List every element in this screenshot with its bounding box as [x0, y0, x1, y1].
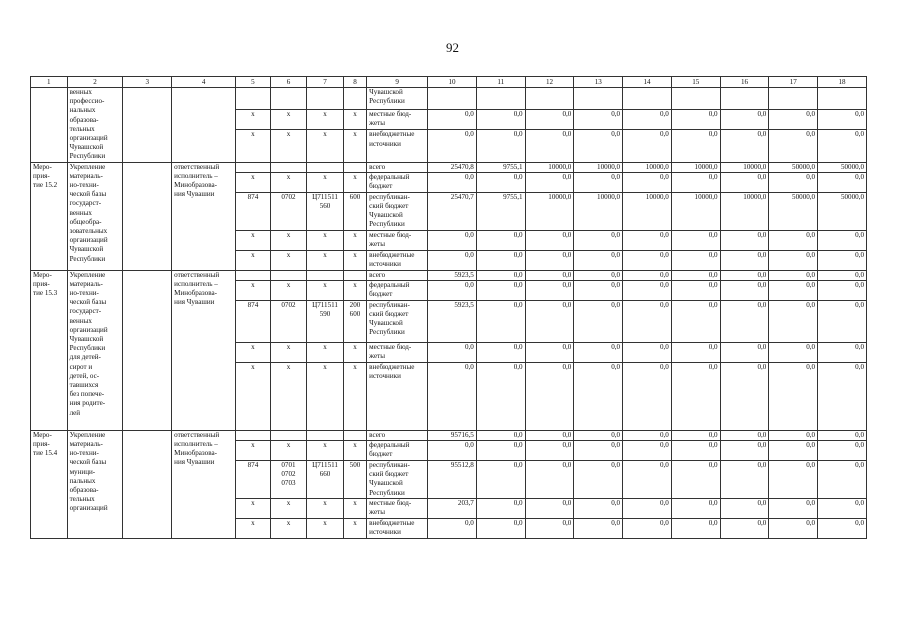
- target-article-cell: x: [307, 342, 344, 362]
- target-article-cell: [307, 88, 344, 110]
- amount-cell: 0,0: [476, 270, 525, 280]
- section-code-cell: x: [270, 172, 307, 192]
- amount-cell: 0,0: [525, 230, 574, 250]
- grbs-cell: x: [236, 250, 271, 270]
- amount-cell: 0,0: [476, 362, 525, 430]
- amount-cell: 0,0: [428, 518, 477, 538]
- amount-cell: 0,0: [623, 461, 672, 499]
- amount-cell: 9755,1: [476, 162, 525, 172]
- status-cell: [123, 162, 172, 270]
- expense-type-cell: x: [343, 110, 366, 130]
- amount-cell: 0,0: [671, 362, 720, 430]
- grbs-cell: x: [236, 280, 271, 300]
- amount-cell: 0,0: [574, 498, 623, 518]
- amount-cell: 0,0: [671, 518, 720, 538]
- amount-cell: 0,0: [671, 230, 720, 250]
- table-row: [31, 270, 867, 280]
- amount-cell: 0,0: [818, 280, 867, 300]
- amount-cell: 0,0: [720, 441, 769, 461]
- amount-cell: 0,0: [720, 518, 769, 538]
- amount-cell: 0,0: [818, 461, 867, 499]
- source-cell: всего: [367, 430, 428, 440]
- amount-cell: [818, 88, 867, 110]
- amount-cell: 10000,0: [525, 162, 574, 172]
- amount-cell: 0,0: [476, 110, 525, 130]
- amount-cell: 0,0: [476, 300, 525, 342]
- amount-cell: 0,0: [769, 230, 818, 250]
- target-article-cell: x: [307, 518, 344, 538]
- column-header: 10: [428, 77, 477, 88]
- section-code-cell: x: [270, 280, 307, 300]
- grbs-cell: x: [236, 362, 271, 430]
- grbs-cell: x: [236, 230, 271, 250]
- source-cell: республикан- ский бюджет Чувашской Республики: [367, 300, 428, 342]
- amount-cell: 25470,8: [428, 162, 477, 172]
- grbs-cell: [236, 270, 271, 280]
- amount-cell: 0,0: [769, 270, 818, 280]
- amount-cell: 0,0: [525, 110, 574, 130]
- amount-cell: 0,0: [623, 518, 672, 538]
- amount-cell: 0,0: [574, 270, 623, 280]
- amount-cell: 0,0: [476, 441, 525, 461]
- target-article-cell: [307, 430, 344, 440]
- expense-type-cell: [343, 430, 366, 440]
- source-cell: республикан- ский бюджет Чувашской Республики: [367, 461, 428, 499]
- grbs-cell: x: [236, 110, 271, 130]
- column-header: 13: [574, 77, 623, 88]
- responsible-cell: ответственный исполнитель – Минобразова- ния Чувашии: [172, 162, 236, 270]
- source-cell: федеральный бюджет: [367, 172, 428, 192]
- target-article-cell: x: [307, 280, 344, 300]
- amount-cell: 0,0: [720, 270, 769, 280]
- amount-cell: 0,0: [476, 518, 525, 538]
- column-header: 15: [671, 77, 720, 88]
- amount-cell: 0,0: [720, 172, 769, 192]
- target-article-cell: Ц711511 660: [307, 461, 344, 499]
- amount-cell: 0,0: [623, 270, 672, 280]
- event-name-cell: Укрепление материаль- но-техни- ческой базы муници- пальных образова- тельных организаций: [67, 430, 123, 538]
- expense-type-cell: [343, 270, 366, 280]
- amount-cell: [671, 88, 720, 110]
- amount-cell: 0,0: [428, 342, 477, 362]
- expense-type-cell: 600: [343, 192, 366, 230]
- column-header: 18: [818, 77, 867, 88]
- amount-cell: 0,0: [769, 280, 818, 300]
- amount-cell: 0,0: [525, 342, 574, 362]
- source-cell: федеральный бюджет: [367, 280, 428, 300]
- amount-cell: 0,0: [525, 461, 574, 499]
- event-number-cell: [31, 88, 68, 163]
- section-code-cell: 0701 0702 0703: [270, 461, 307, 499]
- responsible-cell: ответственный исполнитель – Минобразова- ния Чувашии: [172, 430, 236, 538]
- section-code-cell: 0702: [270, 192, 307, 230]
- amount-cell: 0,0: [428, 441, 477, 461]
- amount-cell: 0,0: [476, 461, 525, 499]
- amount-cell: 0,0: [720, 280, 769, 300]
- amount-cell: 0,0: [623, 362, 672, 430]
- expense-type-cell: x: [343, 342, 366, 362]
- amount-cell: 10000,0: [671, 162, 720, 172]
- responsible-cell: [172, 88, 236, 163]
- status-cell: [123, 88, 172, 163]
- amount-cell: 0,0: [818, 342, 867, 362]
- amount-cell: 0,0: [428, 362, 477, 430]
- expense-type-cell: [343, 162, 366, 172]
- amount-cell: 0,0: [818, 518, 867, 538]
- amount-cell: 0,0: [818, 130, 867, 162]
- column-header: 3: [123, 77, 172, 88]
- amount-cell: 0,0: [671, 342, 720, 362]
- section-code-cell: x: [270, 441, 307, 461]
- expense-type-cell: x: [343, 280, 366, 300]
- amount-cell: 0,0: [525, 270, 574, 280]
- expense-type-cell: x: [343, 362, 366, 430]
- section-code-cell: x: [270, 362, 307, 430]
- amount-cell: [574, 88, 623, 110]
- grbs-cell: x: [236, 172, 271, 192]
- expense-type-cell: x: [343, 250, 366, 270]
- amount-cell: 0,0: [525, 362, 574, 430]
- amount-cell: 0,0: [818, 110, 867, 130]
- amount-cell: 0,0: [476, 430, 525, 440]
- source-cell: Чувашской Республики: [367, 88, 428, 110]
- amount-cell: 0,0: [428, 230, 477, 250]
- amount-cell: 0,0: [428, 250, 477, 270]
- column-header: 11: [476, 77, 525, 88]
- column-header: 12: [525, 77, 574, 88]
- event-number-cell: Меро- прия- тие 15.2: [31, 162, 68, 270]
- amount-cell: 5923,5: [428, 300, 477, 342]
- amount-cell: 0,0: [476, 342, 525, 362]
- amount-cell: 0,0: [574, 461, 623, 499]
- event-name-cell: Укрепление материаль- но-техни- ческой базы государст- венных общеобра- зовательных организаций Чувашской Республики: [67, 162, 123, 270]
- target-article-cell: x: [307, 172, 344, 192]
- amount-cell: 0,0: [818, 441, 867, 461]
- amount-cell: 0,0: [623, 300, 672, 342]
- amount-cell: 0,0: [623, 280, 672, 300]
- expense-type-cell: x: [343, 172, 366, 192]
- source-cell: внебюджетные источники: [367, 362, 428, 430]
- amount-cell: [525, 88, 574, 110]
- section-code-cell: x: [270, 518, 307, 538]
- amount-cell: 0,0: [525, 498, 574, 518]
- target-article-cell: Ц711511 560: [307, 192, 344, 230]
- expense-type-cell: x: [343, 130, 366, 162]
- source-cell: местные бюд- жеты: [367, 110, 428, 130]
- grbs-cell: 874: [236, 192, 271, 230]
- amount-cell: 0,0: [720, 498, 769, 518]
- amount-cell: 0,0: [671, 441, 720, 461]
- amount-cell: 0,0: [769, 110, 818, 130]
- amount-cell: 0,0: [574, 362, 623, 430]
- amount-cell: 0,0: [769, 172, 818, 192]
- column-header: 7: [307, 77, 344, 88]
- amount-cell: 10000,0: [574, 192, 623, 230]
- amount-cell: 0,0: [623, 250, 672, 270]
- amount-cell: 0,0: [574, 441, 623, 461]
- amount-cell: 0,0: [574, 172, 623, 192]
- column-header: 14: [623, 77, 672, 88]
- amount-cell: 0,0: [720, 110, 769, 130]
- amount-cell: 0,0: [720, 250, 769, 270]
- amount-cell: 0,0: [574, 230, 623, 250]
- column-header: 16: [720, 77, 769, 88]
- column-header: 8: [343, 77, 366, 88]
- amount-cell: [476, 88, 525, 110]
- page-number: 92: [446, 40, 459, 55]
- amount-cell: 95512,8: [428, 461, 477, 499]
- amount-cell: 0,0: [818, 270, 867, 280]
- amount-cell: 0,0: [476, 498, 525, 518]
- amount-cell: 0,0: [769, 342, 818, 362]
- column-header: 1: [31, 77, 68, 88]
- amount-cell: 0,0: [525, 300, 574, 342]
- table-row: [31, 162, 867, 172]
- target-article-cell: x: [307, 110, 344, 130]
- grbs-cell: 874: [236, 461, 271, 499]
- amount-cell: 0,0: [671, 461, 720, 499]
- amount-cell: 0,0: [720, 362, 769, 430]
- amount-cell: 0,0: [769, 130, 818, 162]
- amount-cell: 0,0: [574, 110, 623, 130]
- expense-type-cell: x: [343, 230, 366, 250]
- section-code-cell: [270, 430, 307, 440]
- source-cell: местные бюд- жеты: [367, 498, 428, 518]
- target-article-cell: x: [307, 230, 344, 250]
- table-row: [31, 88, 867, 110]
- amount-cell: 0,0: [818, 230, 867, 250]
- target-article-cell: x: [307, 362, 344, 430]
- amount-cell: 0,0: [476, 280, 525, 300]
- amount-cell: 0,0: [623, 172, 672, 192]
- expense-type-cell: 500: [343, 461, 366, 499]
- source-cell: местные бюд- жеты: [367, 230, 428, 250]
- column-header: 4: [172, 77, 236, 88]
- amount-cell: 0,0: [476, 130, 525, 162]
- amount-cell: 0,0: [671, 498, 720, 518]
- amount-cell: 0,0: [623, 342, 672, 362]
- amount-cell: 5923,5: [428, 270, 477, 280]
- amount-cell: 0,0: [769, 461, 818, 499]
- amount-cell: 10000,0: [623, 192, 672, 230]
- amount-cell: 50000,0: [818, 192, 867, 230]
- target-article-cell: [307, 270, 344, 280]
- budget-table: [30, 76, 867, 539]
- amount-cell: 0,0: [525, 250, 574, 270]
- target-article-cell: x: [307, 250, 344, 270]
- section-code-cell: [270, 162, 307, 172]
- amount-cell: 10000,0: [525, 192, 574, 230]
- amount-cell: 0,0: [720, 300, 769, 342]
- amount-cell: 0,0: [818, 300, 867, 342]
- amount-cell: 0,0: [818, 362, 867, 430]
- amount-cell: 50000,0: [818, 162, 867, 172]
- amount-cell: 0,0: [476, 250, 525, 270]
- source-cell: всего: [367, 162, 428, 172]
- amount-cell: 0,0: [574, 430, 623, 440]
- grbs-cell: 874: [236, 300, 271, 342]
- amount-cell: 0,0: [574, 518, 623, 538]
- amount-cell: 0,0: [818, 250, 867, 270]
- amount-cell: 0,0: [769, 250, 818, 270]
- amount-cell: 0,0: [720, 461, 769, 499]
- amount-cell: 0,0: [769, 300, 818, 342]
- amount-cell: 0,0: [671, 270, 720, 280]
- amount-cell: 10000,0: [671, 192, 720, 230]
- amount-cell: 0,0: [525, 172, 574, 192]
- amount-cell: 50000,0: [769, 192, 818, 230]
- amount-cell: 0,0: [671, 172, 720, 192]
- target-article-cell: x: [307, 130, 344, 162]
- amount-cell: 0,0: [428, 172, 477, 192]
- expense-type-cell: 200 600: [343, 300, 366, 342]
- amount-cell: 0,0: [574, 250, 623, 270]
- amount-cell: [769, 88, 818, 110]
- grbs-cell: [236, 430, 271, 440]
- section-code-cell: 0702: [270, 300, 307, 342]
- section-code-cell: [270, 88, 307, 110]
- amount-cell: [623, 88, 672, 110]
- grbs-cell: [236, 88, 271, 110]
- amount-cell: 0,0: [671, 430, 720, 440]
- amount-cell: 0,0: [525, 280, 574, 300]
- amount-cell: 10000,0: [720, 162, 769, 172]
- amount-cell: 0,0: [428, 130, 477, 162]
- table-header-row: [31, 77, 867, 88]
- expense-type-cell: x: [343, 518, 366, 538]
- amount-cell: 0,0: [623, 441, 672, 461]
- amount-cell: 0,0: [574, 280, 623, 300]
- amount-cell: 0,0: [769, 518, 818, 538]
- amount-cell: 0,0: [428, 280, 477, 300]
- source-cell: местные бюд- жеты: [367, 342, 428, 362]
- section-code-cell: x: [270, 110, 307, 130]
- amount-cell: 0,0: [476, 172, 525, 192]
- section-code-cell: [270, 270, 307, 280]
- amount-cell: 0,0: [623, 498, 672, 518]
- amount-cell: 0,0: [671, 300, 720, 342]
- column-header: 9: [367, 77, 428, 88]
- amount-cell: 0,0: [623, 430, 672, 440]
- amount-cell: 0,0: [623, 230, 672, 250]
- target-article-cell: x: [307, 498, 344, 518]
- source-cell: внебюджетные источники: [367, 518, 428, 538]
- amount-cell: 0,0: [720, 230, 769, 250]
- event-number-cell: Меро- прия- тие 15.4: [31, 430, 68, 538]
- section-code-cell: x: [270, 498, 307, 518]
- source-cell: внебюджетные источники: [367, 130, 428, 162]
- status-cell: [123, 430, 172, 538]
- section-code-cell: x: [270, 130, 307, 162]
- responsible-cell: ответственный исполнитель – Минобразова- ния Чувашии: [172, 270, 236, 430]
- event-name-cell: Укрепление материаль- но-техни- ческой базы государст- венных организаций Чувашской Республики для детей- сирот и детей, ос- тавшихся без попече- ния родите- лей: [67, 270, 123, 430]
- amount-cell: 0,0: [525, 441, 574, 461]
- amount-cell: 0,0: [818, 172, 867, 192]
- amount-cell: 0,0: [818, 430, 867, 440]
- grbs-cell: x: [236, 130, 271, 162]
- source-cell: всего: [367, 270, 428, 280]
- amount-cell: 0,0: [525, 518, 574, 538]
- amount-cell: 0,0: [574, 300, 623, 342]
- amount-cell: 0,0: [671, 250, 720, 270]
- amount-cell: 0,0: [623, 130, 672, 162]
- target-article-cell: [307, 162, 344, 172]
- section-code-cell: x: [270, 342, 307, 362]
- amount-cell: 10000,0: [623, 162, 672, 172]
- amount-cell: 0,0: [574, 342, 623, 362]
- status-cell: [123, 270, 172, 430]
- amount-cell: 0,0: [769, 430, 818, 440]
- grbs-cell: x: [236, 498, 271, 518]
- amount-cell: 0,0: [525, 430, 574, 440]
- amount-cell: 0,0: [818, 498, 867, 518]
- expense-type-cell: x: [343, 441, 366, 461]
- event-name-cell: венных профессио- нальных образова- тельных организаций Чувашской Республики: [67, 88, 123, 163]
- section-code-cell: x: [270, 250, 307, 270]
- amount-cell: 0,0: [428, 110, 477, 130]
- grbs-cell: x: [236, 441, 271, 461]
- column-header: 2: [67, 77, 123, 88]
- source-cell: республикан- ский бюджет Чувашской Республики: [367, 192, 428, 230]
- amount-cell: 0,0: [525, 130, 574, 162]
- source-cell: федеральный бюджет: [367, 441, 428, 461]
- amount-cell: 0,0: [671, 110, 720, 130]
- grbs-cell: [236, 162, 271, 172]
- amount-cell: 9755,1: [476, 192, 525, 230]
- amount-cell: 95716,5: [428, 430, 477, 440]
- source-cell: внебюджетные источники: [367, 250, 428, 270]
- grbs-cell: x: [236, 342, 271, 362]
- amount-cell: [720, 88, 769, 110]
- amount-cell: 0,0: [574, 130, 623, 162]
- amount-cell: 0,0: [476, 230, 525, 250]
- amount-cell: 0,0: [671, 130, 720, 162]
- amount-cell: 50000,0: [769, 162, 818, 172]
- event-number-cell: Меро- прия- тие 15.3: [31, 270, 68, 430]
- amount-cell: 0,0: [720, 342, 769, 362]
- table-row: [31, 430, 867, 440]
- column-header: 17: [769, 77, 818, 88]
- amount-cell: 0,0: [769, 362, 818, 430]
- target-article-cell: x: [307, 441, 344, 461]
- amount-cell: 25470,7: [428, 192, 477, 230]
- amount-cell: 0,0: [769, 441, 818, 461]
- section-code-cell: x: [270, 230, 307, 250]
- grbs-cell: x: [236, 518, 271, 538]
- amount-cell: 0,0: [720, 130, 769, 162]
- column-header: 5: [236, 77, 271, 88]
- target-article-cell: Ц711511 590: [307, 300, 344, 342]
- amount-cell: 0,0: [720, 430, 769, 440]
- amount-cell: 0,0: [769, 498, 818, 518]
- column-header: 6: [270, 77, 307, 88]
- amount-cell: 10000,0: [574, 162, 623, 172]
- amount-cell: [428, 88, 477, 110]
- amount-cell: 0,0: [671, 280, 720, 300]
- amount-cell: 0,0: [623, 110, 672, 130]
- amount-cell: 203,7: [428, 498, 477, 518]
- expense-type-cell: [343, 88, 366, 110]
- expense-type-cell: x: [343, 498, 366, 518]
- amount-cell: 10000,0: [720, 192, 769, 230]
